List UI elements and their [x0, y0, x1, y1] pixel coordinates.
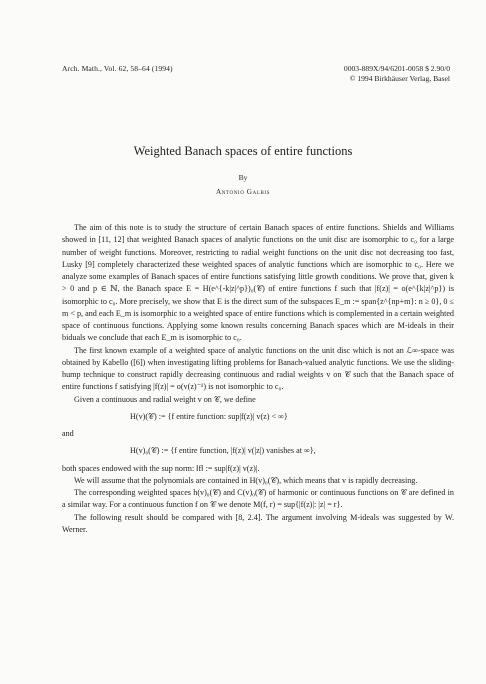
- header-right: [344, 64, 450, 84]
- journal-citation: Arch. Math., Vol. 62, 58–64 (1994): [62, 64, 173, 73]
- by-line: By: [238, 173, 248, 182]
- author-name: Antonio Galbis: [215, 188, 271, 196]
- issn-line: 0003-889X/94/6201-0058 $ 2.90/0: [343, 64, 450, 73]
- equation-hv0: H(v)₀(𝒞) := {f entire function, |f(z)| v(|z|) vanishes at ∞},: [130, 446, 316, 456]
- paper-title: Weighted Banach spaces of entire functions: [133, 144, 353, 158]
- equation-hv: H(v)(𝒞) := {f entire function: sup|f(z)| v(z) < ∞}: [130, 411, 288, 421]
- copyright-line: © 1994 Birkhäuser Verlag, Basel: [349, 74, 450, 83]
- paper-body: [62, 222, 454, 536]
- paragraph-result: The following result should be compared with [8, 2.4]. The argument involving M-ideals was suggested by W. Werner.: [62, 512, 454, 534]
- paragraph-intro: The aim of this note is to study the structure of certain Banach spaces of entire functions. Shields and Williams showed in [11, 12] that weighted Banach spaces of analytic functions on the unit disc are isomorphic to c₀ for a large number of weight functions. Moreover, restricting to radial weight functions on the unit disc not decreasing too fast, Lusky [9] completely characterized these weighted spaces of analytic functions which are isomorphic to c₀. Here we analyze some examples of Banach spaces of entire functions satisfying little growth conditions. We prove that, given k > 0 and p ∈ ℕ, the Banach space E = H(e^{-k|z|^p})₀(𝒞) of entire functions f such that |f(z)| = o(e^{k|z|^p}) is isomorphic to c₀. More precisely, we show that E is the direct sum of the subspaces E_m := span{z^{np+m}: n ≥ 0}, 0 ≤ m < p, and each E_m is isomorphic to a weighted space of entire functions which is complemented in a certain weighted space of continuous functions. Applying some known results concerning Banach spaces which are M-ideals in their biduals we conclude that each E_m is isomorphic to c₀.: [62, 223, 454, 343]
- and-word: and: [62, 429, 74, 438]
- paragraph-kabello: The first known example of a weighted space of analytic functions on the unit disc which is not an ℒ∞-space was obtained by Kabello ([6]) when investigating lifting problems for Banach-valued analytic functions. We use the sliding-hump technique to construct rapidly decreasing continuous and radial weights v on 𝒞 such that the Banach space of entire functions f satisfying |f(z)| = o(v(z)⁻¹) is not isomorphic to c₀.: [62, 345, 454, 392]
- paragraph-define: Given a continuous and radial weight v on 𝒞, we define: [74, 394, 256, 404]
- paragraph-harmonic: The corresponding weighted spaces h(v)₀(𝒞) and C(v)₀(𝒞) of harmonic or continuous functions on 𝒞 are defined in a similar way. For a continuous function f on 𝒞 we denote M(f, r) = sup{|f(z)|: |z| = r}.: [62, 488, 454, 510]
- paragraph-assumption: We will assume that the polynomials are contained in H(v)₀(𝒞), which means that v is rapidly decreasing.: [74, 475, 418, 485]
- paragraph-sup-norm: both spaces endowed with the sup norm: ‖f‖ := sup|f(z)| v(z)|.: [62, 463, 260, 473]
